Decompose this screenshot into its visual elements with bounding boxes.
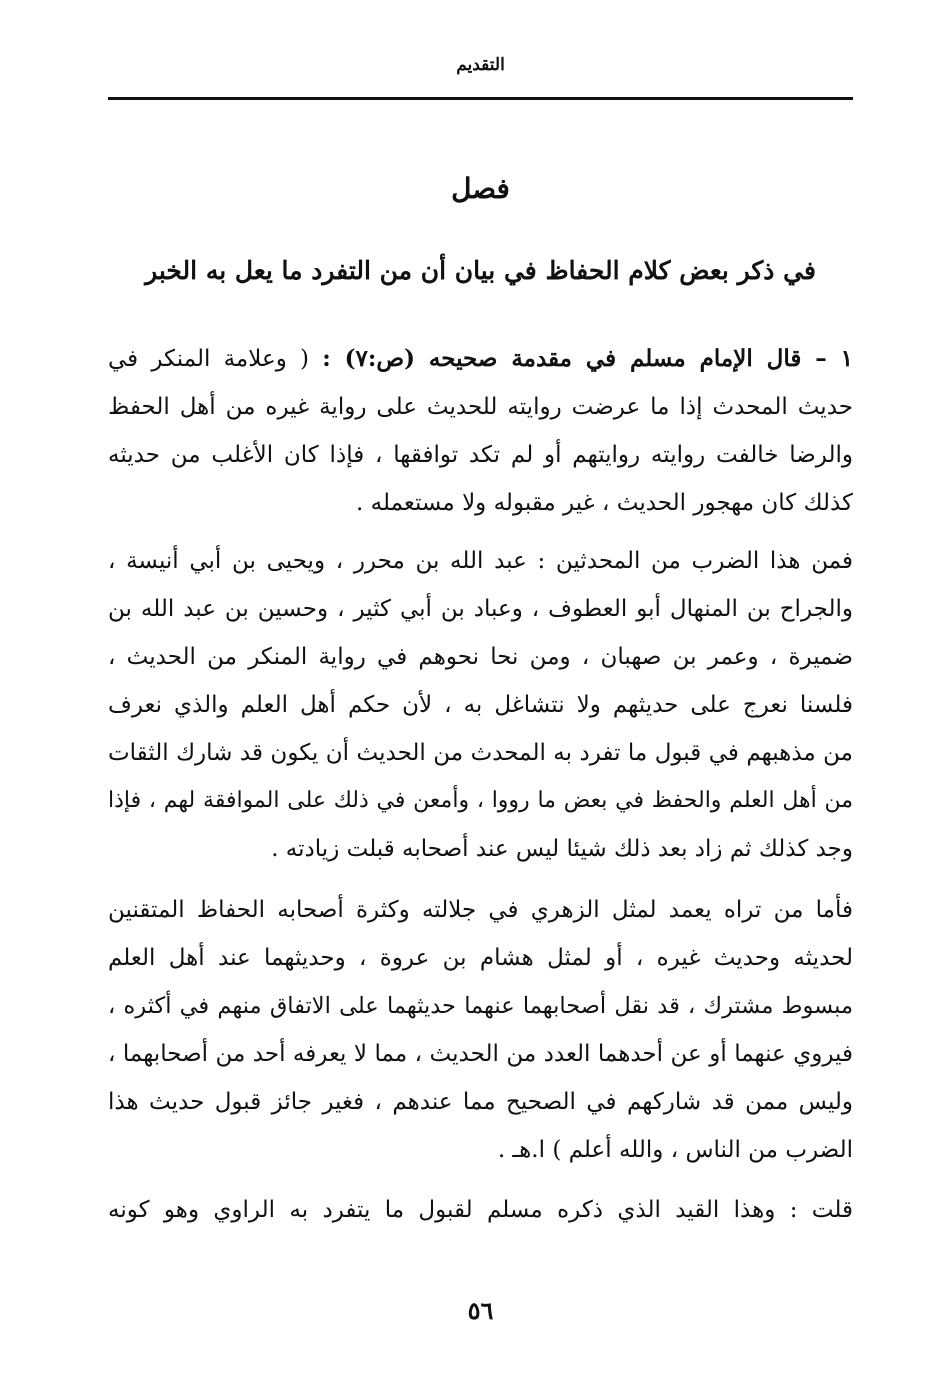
section-subtitle: في ذكر بعض كلام الحفاظ في بيان أن من التفرد ما يعل به الخبر — [145, 256, 816, 285]
header-rule — [108, 97, 853, 100]
paragraph-line — [108, 335, 853, 383]
page-number: ٥٦ — [467, 1296, 494, 1325]
paragraph-line: كذلك كان مهجور الحديث ، غير مقبوله ولا مستعمله . — [356, 490, 853, 516]
paragraph-line: ضميرة ، وعمر بن صهبان ، ومن نحا نحوهم في رواية المنكر من الحديث ، — [108, 644, 853, 670]
paragraph-line: وجد كذلك ثم زاد بعد ذلك شيئا ليس عند أصحابه قبلت زيادته . — [271, 836, 853, 862]
paragraph-line: فأما من تراه يعمد لمثل الزهري في جلالته وكثرة أصحابه الحفاظ المتقنين — [108, 897, 853, 923]
paragraph-2 — [108, 537, 853, 873]
paragraph-line: الضرب من الناس ، والله أعلم ) ا.هـ . — [497, 1137, 853, 1163]
paragraph-line: والجراح بن المنهال أبو العطوف ، وعباد بن أبي كثير ، وحسين بن عبد الله بن — [108, 596, 853, 622]
running-head: التقديم — [456, 55, 505, 75]
paragraph-line: فلسنا نعرج على حديثهم ولا نتشاغل به ، لأن حكم أهل العلم والذي نعرف — [108, 692, 853, 718]
section-title: فصل — [451, 172, 510, 205]
paragraph-line: فمن هذا الضرب من المحدثين : عبد الله بن محرر ، ويحيى بن أبي أنيسة ، — [108, 548, 853, 574]
paragraph-line: من مذهبهم في قبول ما تفرد به المحدث من الحديث أن يكون قد شارك الثقات — [108, 740, 853, 766]
paragraph-line: قلت : وهذا القيد الذي ذكره مسلم لقبول ما يتفرد به الراوي وهو كونه — [108, 1197, 853, 1223]
paragraph-line: فيروي عنهما أو عن أحدهما العدد من الحديث ، مما لا يعرفه أحد من أصحابهما ، — [108, 1041, 853, 1067]
paragraph-line: وليس ممن قد شاركهم في الصحيح مما عندهم ، فغير جائز قبول حديث هذا — [108, 1089, 853, 1115]
paragraph-line: حديث المحدث إذا ما عرضت روايته للحديث على رواية غيره من أهل الحفظ — [108, 394, 853, 420]
paragraph-line: من أهل العلم والحفظ في بعض ما رووا ، وأمعن في ذلك على الموافقة لهم ، فإذا — [108, 788, 853, 813]
paragraph-4 — [108, 1186, 853, 1234]
paragraph-line: مبسوط مشترك ، قد نقل أصحابهما عنهما حديثهما على الاتفاق منهم في أكثره ، — [108, 993, 853, 1019]
paragraph-line-text: ( وعلامة المنكر في — [108, 346, 323, 372]
paragraph-3 — [108, 886, 853, 1174]
paragraph-line: والرضا خالفت روايته روايتهم أو لم تكد توافقها ، فإذا كان الأغلب من حديثه — [108, 442, 853, 468]
paragraph-lead: ١ – قال الإمام مسلم في مقدمة صحيحه (ص:٧) : — [322, 345, 853, 372]
paragraph-1 — [108, 335, 853, 527]
paragraph-line: لحديثه وحديث غيره ، أو لمثل هشام بن عروة ، وحديثهما عند أهل العلم — [108, 945, 853, 971]
